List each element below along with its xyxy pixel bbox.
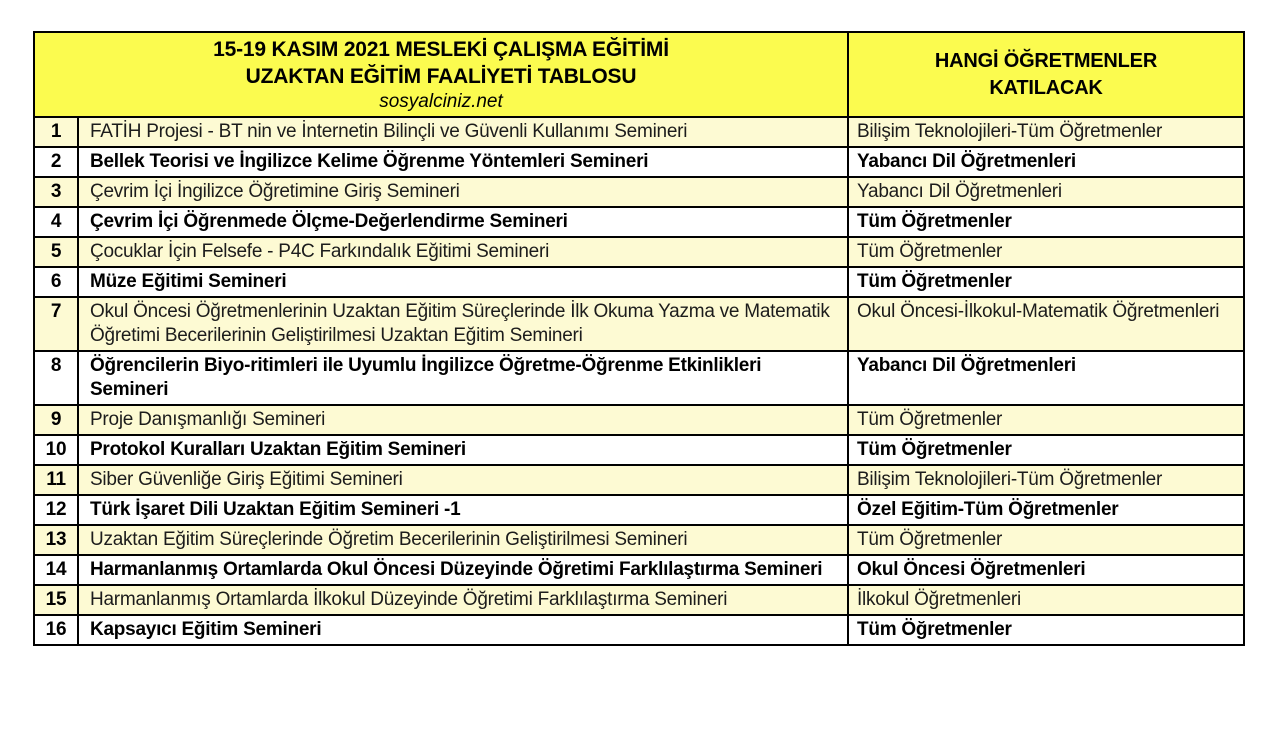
table-row xyxy=(34,585,1244,615)
seminar-cell: Siber Güvenliğe Giriş Eğitimi Semineri xyxy=(78,465,848,495)
row-number: 8 xyxy=(34,351,78,405)
seminar-cell: Kapsayıcı Eğitim Semineri xyxy=(78,615,848,645)
row-number: 2 xyxy=(34,147,78,177)
table-row xyxy=(34,405,1244,435)
table-row xyxy=(34,525,1244,555)
teachers-cell: Tüm Öğretmenler xyxy=(848,267,1244,297)
row-number: 16 xyxy=(34,615,78,645)
table-row xyxy=(34,267,1244,297)
table-title-line2: UZAKTAN EĞİTİM FAALİYETİ TABLOSU xyxy=(245,65,637,88)
training-table xyxy=(33,31,1245,646)
teachers-header-line1: HANGİ ÖĞRETMENLER xyxy=(934,50,1158,72)
source-website: sosyalciniz.net xyxy=(379,91,503,112)
teachers-cell: Yabancı Dil Öğretmenleri xyxy=(848,147,1244,177)
seminar-cell: Uzaktan Eğitim Süreçlerinde Öğretim Becerilerinin Geliştirilmesi Semineri xyxy=(78,525,848,555)
teachers-cell: Tüm Öğretmenler xyxy=(848,525,1244,555)
table-row xyxy=(34,435,1244,465)
teachers-cell: Tüm Öğretmenler xyxy=(848,405,1244,435)
teachers-cell: Tüm Öğretmenler xyxy=(848,237,1244,267)
seminar-cell: Türk İşaret Dili Uzaktan Eğitim Semineri -1 xyxy=(78,495,848,525)
row-number: 1 xyxy=(34,117,78,147)
seminar-cell: Harmanlanmış Ortamlarda Okul Öncesi Düzeyinde Öğretimi Farklılaştırma Semineri xyxy=(78,555,848,585)
row-number: 11 xyxy=(34,465,78,495)
teachers-cell: Okul Öncesi-İlkokul-Matematik Öğretmenleri xyxy=(848,297,1244,351)
seminar-cell: Okul Öncesi Öğretmenlerinin Uzaktan Eğitim Süreçlerinde İlk Okuma Yazma ve Matematik Öğretimi Becerilerinin Geliştirilmesi Uzaktan Eğitim Semineri xyxy=(78,297,848,351)
seminar-cell: Protokol Kuralları Uzaktan Eğitim Semineri xyxy=(78,435,848,465)
table-row xyxy=(34,297,1244,351)
row-number: 9 xyxy=(34,405,78,435)
row-number: 10 xyxy=(34,435,78,465)
row-number: 5 xyxy=(34,237,78,267)
seminar-cell: Müze Eğitimi Semineri xyxy=(78,267,848,297)
teachers-cell: Tüm Öğretmenler xyxy=(848,615,1244,645)
seminar-cell: Çocuklar İçin Felsefe - P4C Farkındalık Eğitimi Semineri xyxy=(78,237,848,267)
table-row xyxy=(34,117,1244,147)
row-number: 12 xyxy=(34,495,78,525)
teachers-cell: Tüm Öğretmenler xyxy=(848,435,1244,465)
teachers-cell: Bilişim Teknolojileri-Tüm Öğretmenler xyxy=(848,465,1244,495)
teachers-column-header xyxy=(848,32,1244,117)
row-number: 14 xyxy=(34,555,78,585)
table-title-cell xyxy=(34,32,848,117)
teachers-cell: Yabancı Dil Öğretmenleri xyxy=(848,177,1244,207)
seminar-cell: Çevrim İçi İngilizce Öğretimine Giriş Semineri xyxy=(78,177,848,207)
row-number: 15 xyxy=(34,585,78,615)
table-row xyxy=(34,615,1244,645)
table-row xyxy=(34,237,1244,267)
table-row xyxy=(34,495,1244,525)
teachers-cell: Okul Öncesi Öğretmenleri xyxy=(848,555,1244,585)
table-row xyxy=(34,207,1244,237)
table-title-line1: 15-19 KASIM 2021 MESLEKİ ÇALIŞMA EĞİTİMİ xyxy=(213,38,669,61)
teachers-cell: Bilişim Teknolojileri-Tüm Öğretmenler xyxy=(848,117,1244,147)
seminar-cell: Proje Danışmanlığı Semineri xyxy=(78,405,848,435)
row-number: 7 xyxy=(34,297,78,351)
teachers-cell: Yabancı Dil Öğretmenleri xyxy=(848,351,1244,405)
row-number: 4 xyxy=(34,207,78,237)
row-number: 3 xyxy=(34,177,78,207)
teachers-cell: Özel Eğitim-Tüm Öğretmenler xyxy=(848,495,1244,525)
table-row xyxy=(34,177,1244,207)
seminar-cell: Çevrim İçi Öğrenmede Ölçme-Değerlendirme Semineri xyxy=(78,207,848,237)
table-row xyxy=(34,555,1244,585)
teachers-cell: İlkokul Öğretmenleri xyxy=(848,585,1244,615)
header-row xyxy=(34,32,1244,117)
training-schedule-sheet xyxy=(33,31,1243,646)
teachers-cell: Tüm Öğretmenler xyxy=(848,207,1244,237)
row-number: 13 xyxy=(34,525,78,555)
table-row xyxy=(34,351,1244,405)
seminar-cell: Öğrencilerin Biyo-ritimleri ile Uyumlu İngilizce Öğretme-Öğrenme Etkinlikleri Semineri xyxy=(78,351,848,405)
seminar-cell: Harmanlanmış Ortamlarda İlkokul Düzeyinde Öğretimi Farklılaştırma Semineri xyxy=(78,585,848,615)
seminar-cell: FATİH Projesi - BT nin ve İnternetin Bilinçli ve Güvenli Kullanımı Semineri xyxy=(78,117,848,147)
table-body xyxy=(34,117,1244,645)
table-row xyxy=(34,465,1244,495)
row-number: 6 xyxy=(34,267,78,297)
seminar-cell: Bellek Teorisi ve İngilizce Kelime Öğrenme Yöntemleri Semineri xyxy=(78,147,848,177)
teachers-header-line2: KATILACAK xyxy=(989,77,1103,99)
table-row xyxy=(34,147,1244,177)
